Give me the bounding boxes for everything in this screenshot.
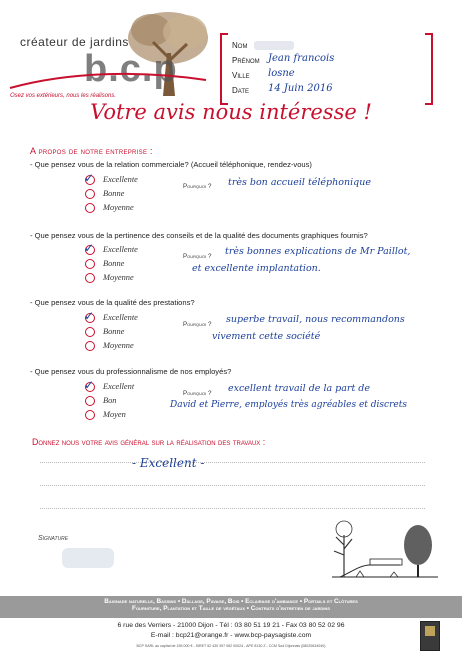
q4-answer-line2: David et Pierre, employés très agréables et discrets <box>170 400 407 410</box>
radio-q3-option3[interactable] <box>85 341 95 351</box>
certification-badge-icon <box>420 621 440 651</box>
q1-option2-label: Bonne <box>103 189 125 198</box>
radio-q1-option3[interactable] <box>85 203 95 213</box>
nom-redacted <box>254 41 294 50</box>
signature-label: Signature <box>38 535 69 542</box>
q1-option3-label: Moyenne <box>103 203 134 212</box>
q3-option1-label: Excellente <box>103 313 138 322</box>
footer-services-band <box>0 596 462 618</box>
main-title: Votre avis nous intéresse ! <box>90 100 372 124</box>
radio-q2-option2[interactable] <box>85 259 95 269</box>
bracket-left <box>220 33 228 105</box>
bracket-right <box>425 33 433 105</box>
signature-redacted <box>62 548 114 568</box>
q1-answer: très bon accueil téléphonique <box>228 177 371 188</box>
q3-why-label: Pourquoi ? <box>183 321 212 328</box>
q1-option1-label: Excellente <box>103 175 138 184</box>
logo-block <box>8 8 213 104</box>
general-dotted-line-3 <box>40 508 425 509</box>
general-dotted-line-2 <box>40 485 425 486</box>
prenom-value: Jean francois <box>268 53 335 64</box>
red-swoosh <box>8 68 208 92</box>
q2-option2-label: Bonne <box>103 259 125 268</box>
brand-tagline: Osez vos extérieurs, nous les réalisons. <box>10 93 117 99</box>
garden-sketch-illustration <box>330 515 440 590</box>
q2-answer-line1: très bonnes explications de Mr Paillot, <box>225 246 411 257</box>
question-4-text: - Que pensez vous du professionnalisme de nos employés? <box>30 367 232 376</box>
question-2-text: - Que pensez vous de la pertinence des conseils et de la qualité des documents graphiques fournis? <box>30 231 368 240</box>
check-mark-icon: ✓ <box>84 378 95 392</box>
check-mark-icon: ✓ <box>84 171 95 185</box>
q3-answer-line2: vivement cette société <box>212 331 321 342</box>
q1-why-label: Pourquoi ? <box>183 183 212 190</box>
q3-answer-line1: superbe travail, nous recommandons <box>226 314 405 325</box>
client-info-box <box>220 33 435 105</box>
footer-email: E-mail : bcp21@orange.fr - www.bcp-paysagiste.com <box>150 632 312 639</box>
q2-option3-label: Moyenne <box>103 273 134 282</box>
radio-q1-option2[interactable] <box>85 189 95 199</box>
q2-why-label: Pourquoi ? <box>183 253 212 260</box>
q4-option1-label: Excellent <box>103 382 135 391</box>
date-value: 14 Juin 2016 <box>268 83 333 94</box>
q2-option1-label: Excellente <box>103 245 138 254</box>
q3-option2-label: Bonne <box>103 327 125 336</box>
footer-address: 6 rue des Verriers - 21000 Dijon - Tél : 03 80 51 19 21 - Fax 03 80 52 02 96 <box>117 622 345 629</box>
brand-logo: b.c.p <box>84 48 178 90</box>
general-dotted-line-1 <box>40 462 425 463</box>
radio-q4-option2[interactable] <box>85 396 95 406</box>
ville-value: losne <box>268 68 295 79</box>
footer-legal: BCP SARL au capital de 155 000 € - SIRET 52 430 397 062 00024 - APE 8130 Z - CCM Sud Dijonnais (08020634040) <box>136 644 326 648</box>
prenom-label: Prénom <box>232 56 260 65</box>
general-title: Donnez nous votre avis général sur la réalisation des travaux : <box>32 437 266 447</box>
services-line-2: Fourniture, Plantation et Taille de végétaux • Contrats d'entretien de jardins <box>132 605 330 612</box>
q4-answer-line1: excellent travail de la part de <box>228 383 370 394</box>
q4-option3-label: Moyen <box>103 410 126 419</box>
radio-q2-option3[interactable] <box>85 273 95 283</box>
brand-top-text: créateur de jardins <box>20 35 129 49</box>
radio-q4-option3[interactable] <box>85 410 95 420</box>
q4-why-label: Pourquoi ? <box>183 390 212 397</box>
question-3-text: - Que pensez vous de la qualité des prestations? <box>30 298 195 307</box>
check-mark-icon: ✓ <box>84 241 95 255</box>
q4-option2-label: Bon <box>103 396 117 405</box>
q2-answer-line2: et excellente implantation. <box>192 263 321 274</box>
services-line-1: Baignade naturelle, Bassins • Dallage, Pavage, Bois • Eclairage d'ambiance • Portails et Clôtures <box>104 598 358 605</box>
radio-q3-option2[interactable] <box>85 327 95 337</box>
section-title: A propos de notre entreprise : <box>30 146 153 156</box>
ville-label: Ville <box>232 71 250 80</box>
q3-option3-label: Moyenne <box>103 341 134 350</box>
nom-label: Nom <box>232 41 248 50</box>
check-mark-icon: ✓ <box>84 309 95 323</box>
date-label: Date <box>232 86 250 95</box>
general-answer: - Excellent - <box>132 456 205 470</box>
question-1-text: - Que pensez vous de la relation commerciale? (Accueil téléphonique, rendez-vous) <box>30 160 312 169</box>
